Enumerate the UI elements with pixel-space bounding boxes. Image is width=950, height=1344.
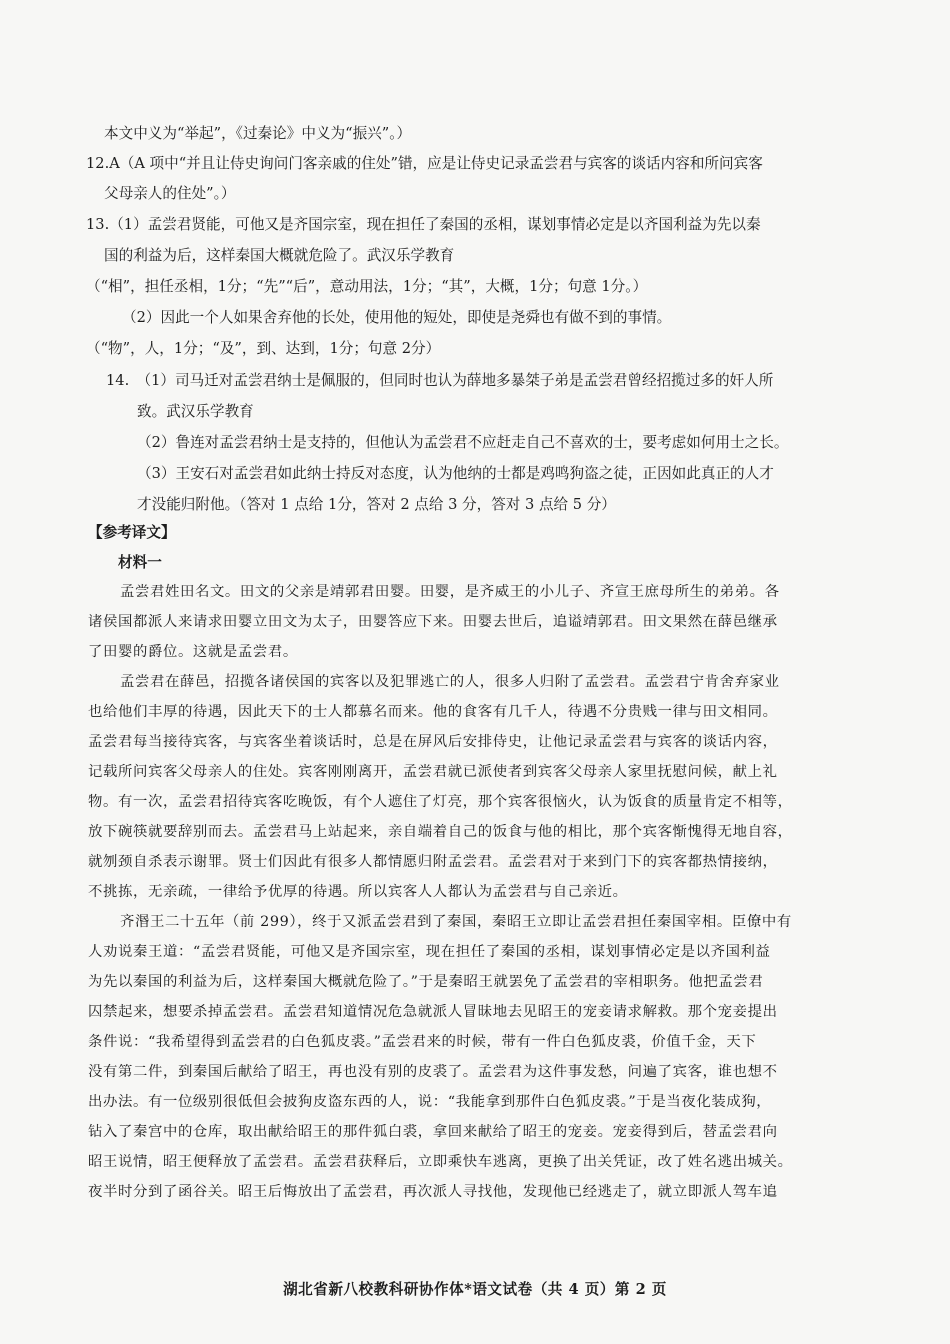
translation-line: 条件说：“我希望得到孟尝君的白色狐皮裘。”孟尝君来的时候，带有一件白色狐皮裘，价值千金，天下: [88, 1034, 757, 1050]
answer-line: （2）因此一个人如果舍弃他的长处，使用他的短处，即使是尧舜也有做不到的事情。: [122, 309, 672, 326]
page-footer: 湖北省新八校教科研协作体*语文试卷（共 4 页）第 2 页: [283, 1281, 667, 1298]
translation-line: 人劝说秦王道：“孟尝君贤能，可他又是齐国宗室，现在担任了秦国的丞相，谋划事情必定是以齐国利益: [88, 944, 771, 960]
answer-line: 14. （1）司马迁对孟尝君纳士是佩服的，但同时也认为薛地多暴桀子弟是孟尝君曾经招揽过多的奸人所: [106, 372, 774, 389]
translation-line: 就刎颈自杀表示谢罪。贤士们因此有很多人都情愿归附孟尝君。孟尝君对于来到门下的宾客都热情接纳，: [88, 854, 778, 870]
answer-line: 12.A（A 项中“并且让侍史询问门客亲戚的住处”错，应是让侍史记录孟尝君与宾客的谈话内容和所问宾客: [86, 155, 763, 172]
answer-line: 本文中义为“举起”，《过秦论》中义为“振兴”。）: [104, 125, 412, 142]
answer-line: （2）鲁连对孟尝君纳士是支持的，但他认为孟尝君不应赶走自己不喜欢的士，要考虑如何用士之长。: [137, 434, 789, 451]
translation-line: 孟尝君每当接待宾客，与宾客坐着谈话时，总是在屏风后安排侍史，让他记录孟尝君与宾客的谈话内容，: [88, 734, 778, 750]
translation-line: 放下碗筷就要辞别而去。孟尝君马上站起来，亲自端着自己的饭食与他的相比，那个宾客惭愧得无地自容，: [88, 824, 793, 840]
translation-line: 齐湣王二十五年（前 299），终于又派孟尝君到了秦国，秦昭王立即让孟尝君担任秦国宰相。臣僚中有: [120, 914, 792, 930]
translation-line: 为先以秦国的利益为后，这样秦国大概就危险了。”于是秦昭王就罢免了孟尝君的宰相职务。他把孟尝君: [88, 974, 764, 990]
translation-line: 诸侯国都派人来请求田婴立田文为太子，田婴答应下来。田婴去世后，追谥靖郭君。田文果然在薛邑继承: [88, 614, 778, 630]
translation-line: 夜半时分到了函谷关。昭王后悔放出了孟尝君，再次派人寻找他，发现他已经逃走了，就立即派人驾车追: [88, 1184, 778, 1200]
translation-line: 没有第二件，到秦国后献给了昭王，再也没有别的皮裘了。孟尝君为这件事发愁，问遍了宾客，谁也想不: [88, 1064, 778, 1080]
translation-line: 物。有一次，孟尝君招待宾客吃晚饭，有个人遮住了灯亮，那个宾客很恼火，认为饭食的质量肯定不相等，: [88, 794, 793, 810]
translation-line: 不挑拣，无亲疏，一律给予优厚的待遇。所以宾客人人都认为孟尝君与自己亲近。: [88, 884, 628, 900]
scoring-note: （“相”，担任丞相，1分；“先”“后”，意动用法，1分；“其”，大概，1分；句意 1分。）: [86, 278, 648, 295]
answer-line: 才没能归附他。（答对 1 点给 1分，答对 2 点给 3 分，答对 3 点给 5 分）: [137, 496, 616, 513]
material-heading: 材料一: [118, 554, 162, 571]
translation-line: 昭王说情，昭王便释放了孟尝君。孟尝君获释后，立即乘快车逃离，更换了出关凭证，改了姓名逃出城关。: [88, 1154, 793, 1170]
translation-line: 也给他们丰厚的待遇，因此天下的士人都慕名而来。他的食客有几千人，待遇不分贵贱一律与田文相同。: [88, 704, 778, 720]
answer-line: （3）王安石对孟尝君如此纳士持反对态度，认为他纳的士都是鸡鸣狗盗之徒，正因如此真正的人才: [137, 465, 774, 482]
answer-line: 致。武汉乐学教育: [137, 403, 254, 420]
translation-line: 出办法。有一位级别很低但会披狗皮盗东西的人，说：“我能拿到那件白色狐皮裘。”于是当夜化装成狗，: [88, 1094, 772, 1110]
answer-line: 13.（1）孟尝君贤能，可他又是齐国宗室，现在担任了秦国的丞相，谋划事情必定是以齐国利益为先以秦: [86, 216, 761, 233]
translation-line: 囚禁起来，想要杀掉孟尝君。孟尝君知道情况危急就派人冒昧地去见昭王的宠妾请求解救。那个宠妾提出: [88, 1004, 778, 1020]
section-heading: 【参考译文】: [88, 524, 176, 541]
answer-line: 父母亲人的住处”。）: [104, 185, 236, 202]
scoring-note: （“物”，人，1分；“及”，到、达到，1分；句意 2分）: [86, 340, 441, 357]
translation-line: 钻入了秦宫中的仓库，取出献给昭王的那件狐白裘，拿回来献给了昭王的宠妾。宠妾得到后，替孟尝君向: [88, 1124, 778, 1140]
translation-line: 记载所问宾客父母亲人的住处。宾客刚刚离开，孟尝君就已派使者到宾客父母亲人家里抚慰问候，献上礼: [88, 764, 778, 780]
translation-line: 孟尝君姓田名文。田文的父亲是靖郭君田婴。田婴，是齐威王的小儿子、齐宣王庶母所生的弟弟。各: [120, 584, 780, 600]
translation-line: 了田婴的爵位。这就是孟尝君。: [88, 644, 298, 660]
answer-line: 国的利益为后，这样秦国大概就危险了。武汉乐学教育: [104, 247, 455, 264]
translation-line: 孟尝君在薛邑，招揽各诸侯国的宾客以及犯罪逃亡的人，很多人归附了孟尝君。孟尝君宁肯舍弃家业: [120, 674, 780, 690]
